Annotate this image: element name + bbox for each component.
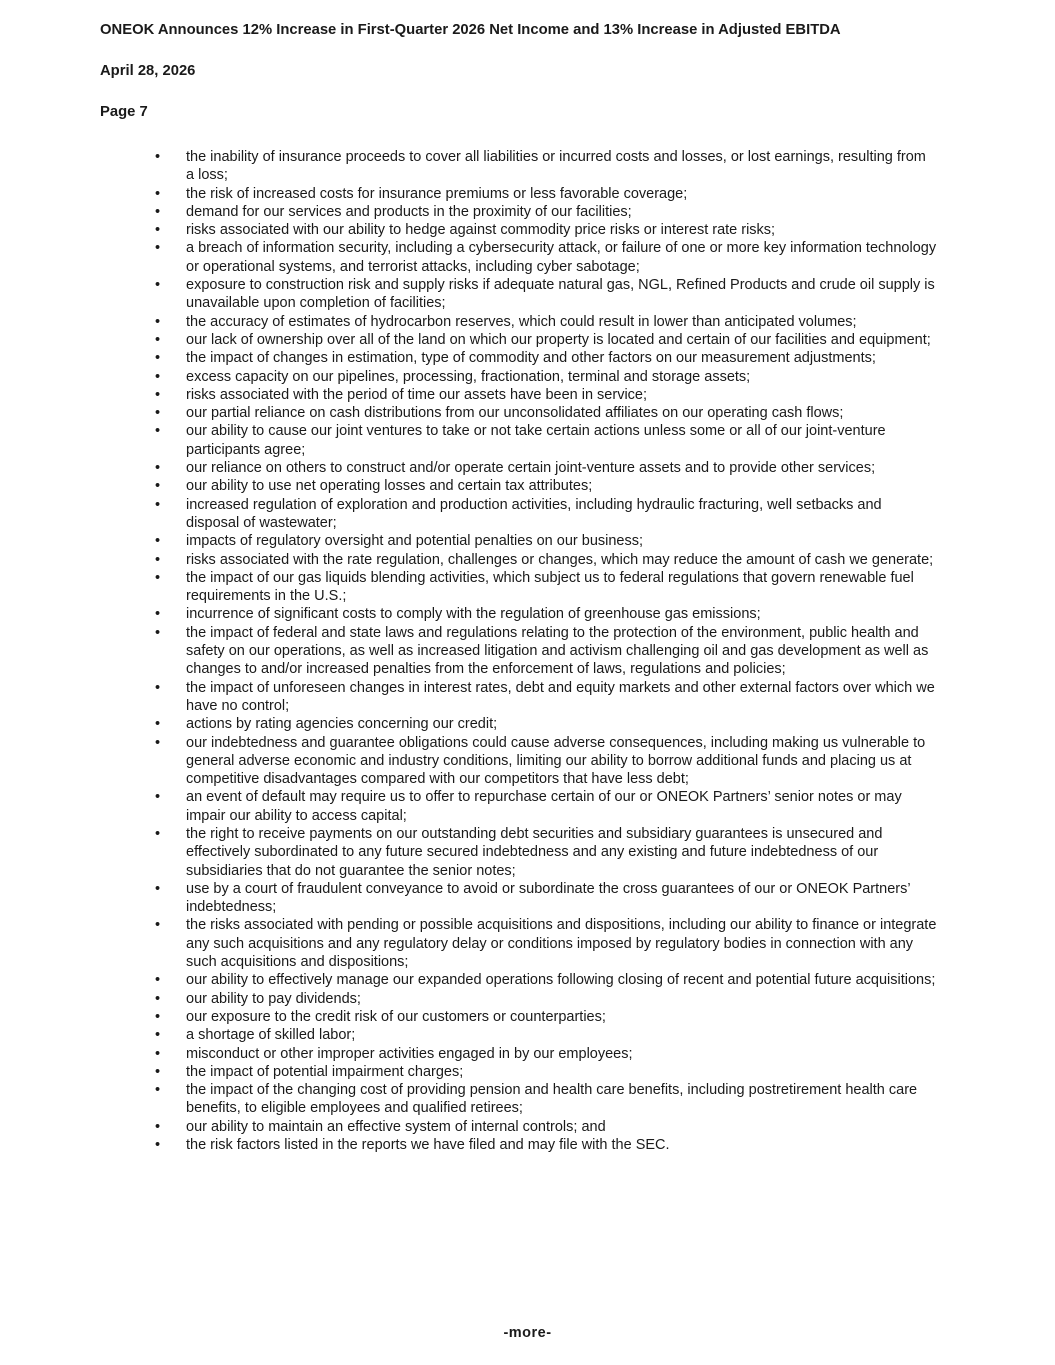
list-item-text: the inability of insurance proceeds to cover all liabilities or incurred costs and losses, or lost earnings, resulting from a loss; [186, 149, 926, 184]
bullet-icon: • [155, 789, 161, 806]
list-item-text: misconduct or other improper activities engaged in by our employees; [186, 1045, 633, 1062]
list-item-text: the accuracy of estimates of hydrocarbon reserves, which could result in lower than anticipated volumes; [186, 313, 857, 330]
list-item [155, 331, 937, 349]
bullet-icon: • [155, 1027, 161, 1044]
list-item-text: a shortage of skilled labor; [186, 1027, 356, 1044]
list-item [155, 404, 937, 422]
list-item-text: our reliance on others to construct and/or operate certain joint-venture assets and to provide other services; [186, 460, 876, 477]
list-item-text: the impact of unforeseen changes in interest rates, debt and equity markets and other external factors over which we have no control; [186, 679, 935, 714]
bullet-icon: • [155, 478, 161, 495]
list-item-text: the impact of our gas liquids blending activities, which subject us to federal regulations that govern renewable fuel requirements in the U.S.; [186, 569, 914, 605]
list-item [155, 386, 937, 404]
document-header [0, 0, 1055, 121]
bullet-icon: • [155, 149, 161, 165]
bullet-icon: • [155, 496, 161, 513]
list-item-text: use by a court of fraudulent conveyance to avoid or subordinate the cross guarantees of our or ONEOK Partners’ indebtedness; [186, 880, 911, 916]
list-item-text: impacts of regulatory oversight and potential penalties on our business; [186, 533, 644, 550]
list-item-text: the right to receive payments on our outstanding debt securities and subsidiary guarantees is unsecured and effectively subordinated to any future secured indebtedness and any existing and future indebtedness of our subsidiaries that do not guarantee the senior notes; [186, 825, 883, 879]
more-indicator: -more- [503, 1325, 552, 1341]
list-item [155, 239, 937, 276]
list-item-text: the impact of federal and state laws and regulations relating to the protection of the environment, public health and safety on our operations, as well as increased litigation and activism challenging oil and gas development as well as changes to and/or increased penalties from the enforcement of laws, regulations and policies; [186, 624, 929, 678]
bullet-icon: • [155, 405, 161, 422]
list-item [155, 477, 937, 495]
bullet-icon: • [155, 1063, 161, 1080]
list-item-text: a breach of information security, including a cybersecurity attack, or failure of one or more key information technology or operational systems, and terrorist attacks, including cyber sabotage; [186, 240, 937, 275]
list-item [155, 422, 937, 459]
list-item-text: our ability to maintain an effective system of internal controls; and [186, 1118, 606, 1135]
list-item-text: our ability to effectively manage our expanded operations following closing of recent and potential future acquisitions; [186, 972, 936, 989]
list-item [155, 1063, 937, 1081]
bullet-icon: • [155, 972, 161, 989]
list-item [155, 221, 937, 239]
bullet-icon: • [155, 1082, 161, 1099]
bullet-icon: • [155, 1008, 161, 1025]
bullet-icon: • [155, 1137, 161, 1154]
list-item [155, 971, 937, 989]
list-item-text: our ability to pay dividends; [186, 990, 361, 1007]
bullet-icon: • [155, 277, 161, 294]
list-item-text: the impact of potential impairment charges; [186, 1063, 464, 1080]
list-item-text: our exposure to the credit risk of our customers or counterparties; [186, 1008, 606, 1025]
bullet-icon: • [155, 1045, 161, 1062]
bullet-icon: • [155, 423, 161, 440]
list-item [155, 990, 937, 1008]
bullet-icon: • [155, 917, 161, 934]
list-item [155, 916, 937, 971]
list-item-text: the risk of increased costs for insurance premiums or less favorable coverage; [186, 185, 688, 202]
bullet-icon: • [155, 331, 161, 348]
bullet-icon: • [155, 350, 161, 367]
list-item [155, 368, 937, 386]
list-item [155, 569, 937, 606]
list-item-text: demand for our services and products in the proximity of our facilities; [186, 203, 632, 220]
list-item-text: the risks associated with pending or possible acquisitions and dispositions, including our ability to finance or integrate any such acquisitions and any regulatory delay or conditions imposed by regulatory bodies in connection with any such acquisitions and dispositions; [186, 917, 937, 971]
list-item [155, 313, 937, 331]
list-item [155, 679, 937, 716]
bullet-icon: • [155, 990, 161, 1007]
list-item-text: an event of default may require us to offer to repurchase certain of our or ONEOK Partners’ senior notes or may impair our ability to access capital; [186, 789, 902, 824]
list-item-text: the impact of changes in estimation, type of commodity and other factors on our measurement adjustments; [186, 350, 876, 367]
bullet-icon: • [155, 569, 161, 586]
list-item [155, 203, 937, 221]
list-item [155, 532, 937, 550]
list-item [155, 459, 937, 477]
page-footer [0, 1325, 1055, 1341]
list-item-text: excess capacity on our pipelines, processing, fractionation, terminal and storage assets; [186, 368, 751, 385]
list-item-text: our lack of ownership over all of the land on which our property is located and certain of our facilities and equipment; [186, 331, 931, 348]
list-item-text: risks associated with our ability to hedge against commodity price risks or interest rate risks; [186, 222, 776, 239]
bullet-icon: • [155, 551, 161, 568]
list-item [155, 1081, 937, 1118]
list-item [155, 1008, 937, 1026]
list-item-text: risks associated with the period of time our assets have been in service; [186, 386, 648, 403]
bullet-icon: • [155, 1118, 161, 1135]
bullet-icon: • [155, 606, 161, 623]
list-item [155, 185, 937, 203]
bullet-icon: • [155, 533, 161, 550]
list-item [155, 734, 937, 789]
risk-factors-list [155, 148, 937, 1154]
bullet-icon: • [155, 624, 161, 641]
list-item [155, 715, 937, 733]
list-item [155, 605, 937, 623]
bullet-icon: • [155, 222, 161, 239]
list-item-text: our indebtedness and guarantee obligations could cause adverse consequences, including making us vulnerable to general adverse economic and industry conditions, limiting our ability to borrow additional funds and placing us at competitive disadvantages compared with our competitors that have less debt; [186, 734, 926, 788]
page-number: Page 7 [100, 104, 148, 120]
bullet-icon: • [155, 313, 161, 330]
bullet-icon: • [155, 368, 161, 385]
bullet-icon: • [155, 460, 161, 477]
document-title: ONEOK Announces 12% Increase in First-Quarter 2026 Net Income and 13% Increase in Adjusted EBITDA [100, 22, 841, 38]
list-item [155, 1045, 937, 1063]
list-item [155, 1136, 937, 1154]
list-item [155, 788, 937, 825]
list-item-text: the risk factors listed in the reports we have filed and may file with the SEC. [186, 1137, 670, 1154]
list-item [155, 880, 937, 917]
list-item-text: incurrence of significant costs to comply with the regulation of greenhouse gas emissions; [186, 606, 761, 623]
document-date: April 28, 2026 [100, 63, 196, 79]
list-item [155, 1118, 937, 1136]
bullet-icon: • [155, 240, 161, 257]
list-item [155, 551, 937, 569]
bullet-icon: • [155, 734, 161, 751]
bullet-icon: • [155, 716, 161, 733]
list-item-text: the impact of the changing cost of providing pension and health care benefits, including postretirement health care benefits, to eligible employees and qualified retirees; [186, 1082, 918, 1117]
list-item [155, 349, 937, 367]
bullet-icon: • [155, 386, 161, 403]
bullet-icon: • [155, 203, 161, 220]
list-item-text: increased regulation of exploration and production activities, including hydraulic fracturing, well setbacks and disposal of wastewater; [186, 496, 882, 531]
bullet-icon: • [155, 880, 161, 897]
bullet-icon: • [155, 825, 161, 842]
list-item [155, 1026, 937, 1044]
list-item-text: our ability to cause our joint ventures to take or not take certain actions unless some or all of our joint-venture participants agree; [186, 423, 886, 458]
list-item-text: our partial reliance on cash distributions from our unconsolidated affiliates on our operating cash flows; [186, 405, 844, 422]
list-item-text: our ability to use net operating losses and certain tax attributes; [186, 478, 593, 495]
bullet-icon: • [155, 185, 161, 202]
list-item [155, 276, 937, 313]
list-item [155, 496, 937, 533]
list-item [155, 148, 937, 185]
list-item [155, 624, 937, 679]
list-item-text: risks associated with the rate regulation, challenges or changes, which may reduce the amount of cash we generate; [186, 551, 934, 568]
list-item [155, 825, 937, 880]
bullet-icon: • [155, 679, 161, 696]
list-item-text: exposure to construction risk and supply risks if adequate natural gas, NGL, Refined Products and crude oil supply is unavailable upon completion of facilities; [186, 277, 935, 312]
list-item-text: actions by rating agencies concerning our credit; [186, 716, 498, 733]
